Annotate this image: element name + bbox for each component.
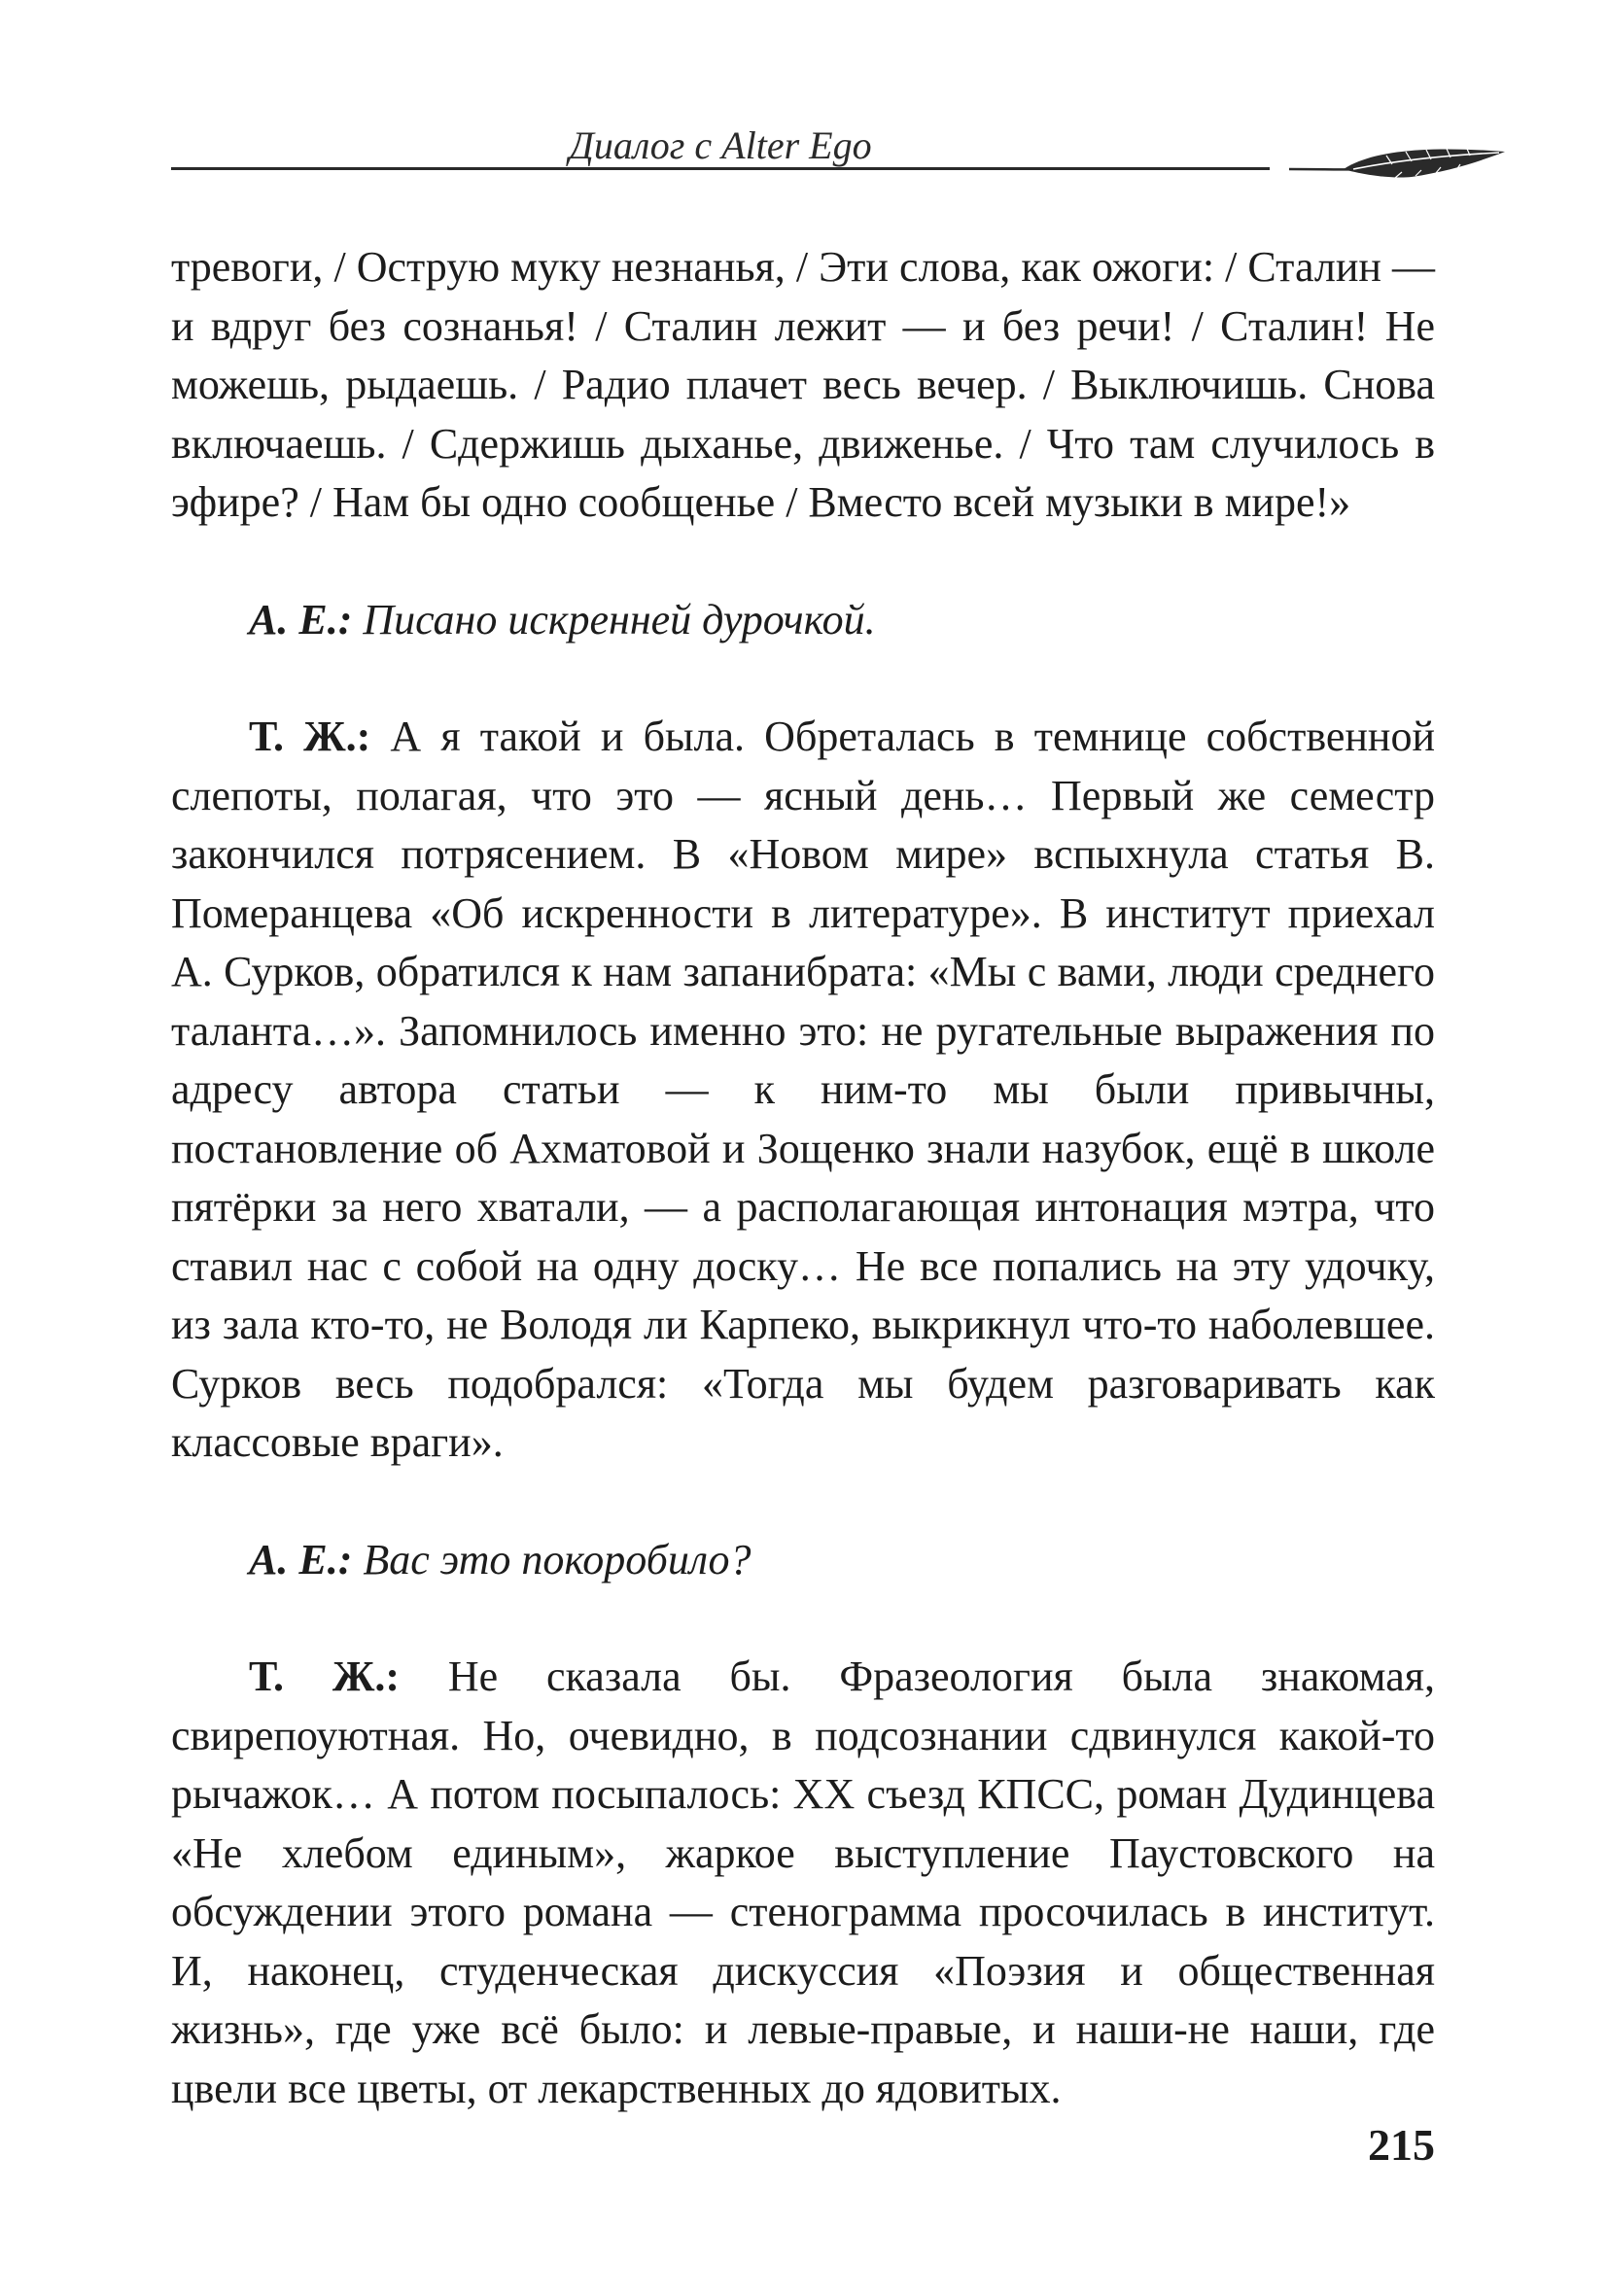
dialogue-paragraph-tzh [171,708,1435,1473]
poem-continuation-paragraph [171,238,1435,533]
feather-icon [1285,144,1509,192]
speaker-label: Т. Ж.: [249,1652,400,1700]
dialogue-paragraph-ae [171,591,1435,650]
paragraph-text: Не сказала бы. Фразеология была знакомая, свирепоуютная. Но, очевидно, в подсознании сдвинулся какой-то рычажок… А потом посыпалось: XX съезд КПСС, роман Дудинцева «Не хлебом единым», жаркое выступление Паустовского на обсуждении этого романа — стенограмма просочилась в институт. И, наконец, студенческая дискуссия «Поэзия и общественная жизнь», где уже всё было: и левые-правые, и наши-не наши, где цвели все цветы, от лекарственных до ядовитых. [171,1652,1435,2112]
paragraph-text: А я такой и была. Обреталась в темнице собственной слепоты, полагая, что это — ясный день… Первый же семестр закончился потрясением. В «Новом мире» вспыхнула статья В. Померанцева «Об искренности в литературе». В институт приехал А. Сурков, обратился к нам запанибрата: «Мы с вами, люди среднего таланта…». Запомнилось именно это: не ругательные выражения по адресу автора статьи — к ним-то мы были привычны, постановление об Ахматовой и Зощенко знали назубок, ещё в школе пятёрки за него хватали, — а располагающая интонация мэтра, что ставил нас с собой на одну доску… Не все попались на эту удочку, из зала кто-то, не Володя ли Карпеко, выкрикнул что-то наболевшее. Сурков весь подобрался: «Тогда мы будем разговаривать как классовые враги». [171,713,1436,1466]
page-number: 215 [1368,2120,1435,2170]
dialogue-paragraph-tzh [171,1648,1435,2118]
page-content [171,238,1435,2176]
speaker-label: А. Е.: [249,1535,353,1583]
running-header-title: Диалог с Alter Ego [569,123,872,167]
speaker-label: Т. Ж.: [249,713,371,760]
dialogue-paragraph-ae [171,1531,1435,1590]
paragraph-text: Писано искренней дурочкой. [363,595,876,644]
paragraph-text: тревоги, / Острую муку незнанья, / Эти слова, как ожоги: / Сталин — и вдруг без сознанья! / Сталин лежит — и без речи! / Сталин! Не можешь, рыдаешь. / Радио плачет весь вечер. / Выключишь. Снова включаешь. / Сдержишь дыханье, движенье. / Что там случилось в эфире? / Нам бы одно сообщенье / Вместо всей музыки в мире!» [171,243,1435,526]
speaker-label: А. Е.: [249,595,353,644]
header-rule [171,167,1270,170]
running-header [171,109,1513,187]
paragraph-text: Вас это покоробило? [363,1535,752,1583]
